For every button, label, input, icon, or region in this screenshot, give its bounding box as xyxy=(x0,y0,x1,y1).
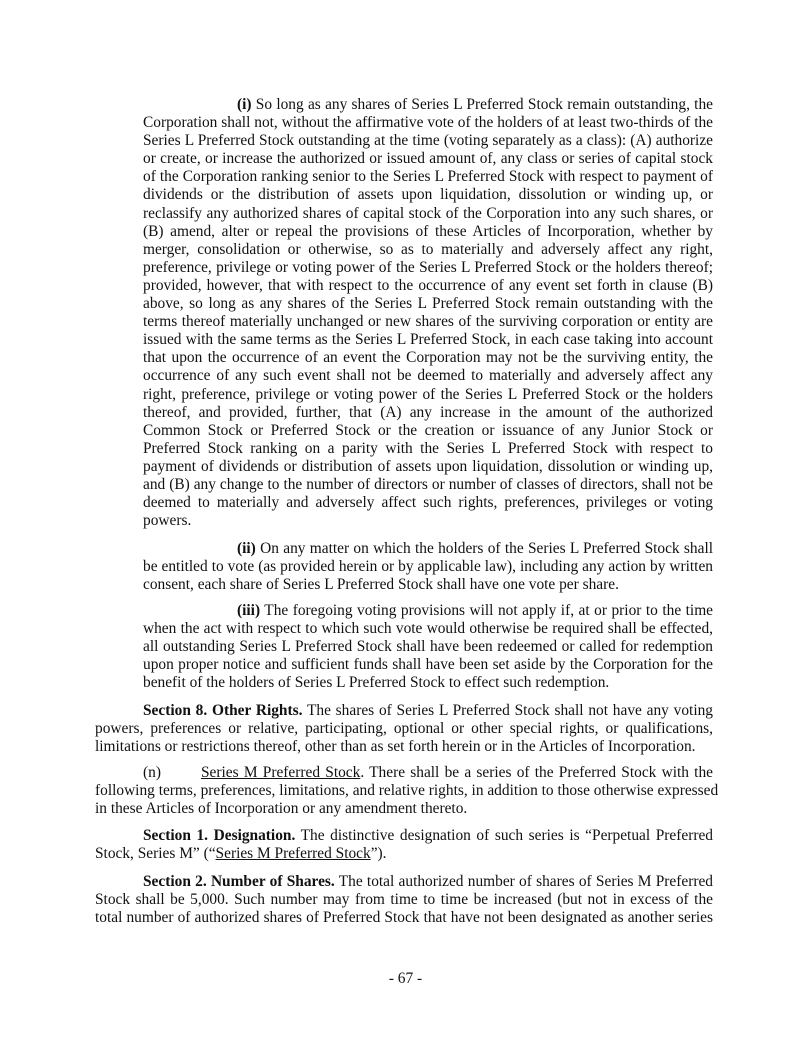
line-text: upon proper notice and sufficient funds shall have been set aside by the Corporation for the xyxy=(143,656,713,674)
line-text: dividends or the distribution of assets upon liquidation, dissolution or winding up, or xyxy=(143,186,713,204)
line-text: benefit of the holders of Series L Preferred Stock to effect such redemption. xyxy=(143,674,610,692)
page-number: - 67 - xyxy=(388,970,423,987)
line-text: deemed to materially and adversely affect such rights, preferences, privileges or voting xyxy=(143,494,713,512)
line-text: payment of dividends or distribution of assets upon liquidation, dissolution or winding up, xyxy=(143,457,713,475)
text-line xyxy=(143,96,713,114)
text-line xyxy=(143,512,713,530)
text-line xyxy=(143,186,713,204)
section-8-other-rights xyxy=(95,702,713,756)
paragraph-label: Section 2. Number of Shares. xyxy=(143,873,335,890)
line-text: Stock shall be 5,000. Such number may from time to time be increased (but not in excess of the xyxy=(95,891,713,909)
text-line xyxy=(143,168,713,186)
text-line xyxy=(143,150,713,168)
text-line xyxy=(143,602,713,620)
line-text: and (B) any change to the number of directors or number of classes of directors, shall not be xyxy=(143,475,713,493)
line-text: The total authorized number of shares of Series M Preferred xyxy=(334,873,713,890)
text-line xyxy=(143,367,713,385)
paragraph-iii xyxy=(143,602,713,692)
section-heading: Section 1. Designation. xyxy=(143,827,296,844)
text-line xyxy=(95,702,713,720)
text-line xyxy=(95,764,713,782)
text-line: ”). xyxy=(370,845,387,863)
line-text: powers, preferences or relative, participating, optional or other special rights, or qualifications, xyxy=(95,720,713,738)
text-line: Stock, Series M” (“ xyxy=(95,845,216,863)
line-text: limitations or restrictions thereof, other than as set forth herein or in the Articles of Incorporation. xyxy=(95,738,696,756)
text-line xyxy=(143,674,713,692)
line-text: provided, however, that with respect to the occurrence of any event set forth in clause (B) xyxy=(143,276,713,294)
text-line xyxy=(143,386,713,404)
paragraph-label: (i) xyxy=(237,96,252,113)
text-line xyxy=(143,331,713,349)
text-line xyxy=(143,277,713,295)
text-line xyxy=(143,638,713,656)
line-text: reclassify any authorized shares of capital stock of the Corporation into any such shares, or xyxy=(143,204,713,222)
line-text: (B) amend, alter or repeal the provisions of these Articles of Incorporation, whether by xyxy=(143,222,713,240)
text-line xyxy=(143,313,713,331)
line-text: Series L Preferred Stock outstanding at the time (voting separately as a class): (A) authorize xyxy=(143,132,713,150)
line-text: The foregoing voting provisions will not apply if, at or prior to the time xyxy=(260,602,713,619)
text-line xyxy=(143,620,713,638)
text-line: The distinctive designation of such series is “Perpetual Preferred xyxy=(295,827,713,844)
text-line xyxy=(143,656,713,674)
text-line xyxy=(143,476,713,494)
defined-term: Series M Preferred Stock xyxy=(215,845,371,863)
line-text: all outstanding Series L Preferred Stock shall have been redeemed or called for redemption xyxy=(143,638,713,656)
text-line xyxy=(95,738,713,756)
line-text: issued with the same terms as the Series L Preferred Stock, in each case taking into account xyxy=(143,331,713,349)
line-text: following terms, preferences, limitations, and relative rights, in addition to those otherwise expressed xyxy=(95,782,719,800)
line-text: right, preference, privilege or voting power of the Series L Preferred Stock or the holders xyxy=(143,385,713,403)
text-line xyxy=(95,720,713,738)
text-line xyxy=(143,404,713,422)
text-line xyxy=(143,114,713,132)
line-text: be entitled to vote (as provided herein or by applicable law), including any action by written xyxy=(143,558,713,576)
paragraph-label: (ii) xyxy=(237,540,256,557)
text-line xyxy=(143,241,713,259)
line-text: . There shall be a series of the Preferred Stock with the xyxy=(360,764,713,781)
text-line xyxy=(95,800,713,818)
text-line xyxy=(95,891,713,909)
line-text: consent, each share of Series L Preferred Stock shall have one vote per share. xyxy=(143,576,619,594)
text-line xyxy=(95,782,719,800)
line-text: powers. xyxy=(143,512,192,530)
line-text: above, so long as any shares of the Series L Preferred Stock remain outstanding with the xyxy=(143,295,713,313)
line-text: in these Articles of Incorporation or any amendment thereto. xyxy=(95,800,468,818)
text-line xyxy=(95,909,713,927)
line-text: that upon the occurrence of an event the Corporation may not be the surviving entity, the xyxy=(143,349,713,367)
text-line xyxy=(95,873,713,891)
line-text: total number of authorized shares of Preferred Stock that have not been designated as another series xyxy=(95,909,713,927)
text-line xyxy=(143,259,713,277)
paragraph-label: (iii) xyxy=(237,602,261,619)
line-text: Preferred Stock ranking on a parity with the Series L Preferred Stock with respect to xyxy=(143,439,713,457)
line-text: terms thereof materially unchanged or new shares of the surviving corporation or entity are xyxy=(143,313,713,331)
line-text: or create, or increase the authorized or issued amount of, any class or series of capital stock xyxy=(143,150,713,168)
line-text: preference, privilege or voting power of the Series L Preferred Stock or the holders thereof; xyxy=(143,258,713,276)
line-text: merger, consolidation or otherwise, so as to materially and adversely affect any right, xyxy=(143,240,713,258)
text-line xyxy=(143,458,713,476)
defined-term: Series M Preferred Stock xyxy=(201,764,361,781)
text-line xyxy=(143,205,713,223)
section-2-number-of-shares xyxy=(95,873,713,927)
paragraph-label: Section 8. Other Rights. xyxy=(143,702,303,719)
paragraph-i xyxy=(143,96,713,530)
text-line xyxy=(143,223,713,241)
line-text: when the act with respect to which such vote would otherwise be required shall be effected, xyxy=(143,620,713,638)
line-text: Corporation shall not, without the affirmative vote of the holders of at least two-thirds of the xyxy=(143,114,713,132)
line-text: thereof, and provided, further, that (A) any increase in the amount of the authorized xyxy=(143,403,713,421)
text-line xyxy=(143,440,713,458)
line-text: occurrence of any such event shall not be deemed to materially and adversely affect any xyxy=(143,367,713,385)
paragraph-ii xyxy=(143,540,713,594)
paragraph-label: (n) xyxy=(143,764,161,781)
line-text: The shares of Series L Preferred Stock shall not have any voting xyxy=(302,702,713,719)
line-text: Common Stock or Preferred Stock or the creation or issuance of any Junior Stock or xyxy=(143,421,713,439)
text-line xyxy=(143,132,713,150)
paragraph-n-series-m xyxy=(95,764,719,818)
line-text: On any matter on which the holders of the Series L Preferred Stock shall xyxy=(255,540,713,557)
section-1-designation xyxy=(95,827,713,863)
text-line xyxy=(143,576,713,594)
text-line xyxy=(143,349,713,367)
text-line xyxy=(143,422,713,440)
text-line xyxy=(143,295,713,313)
text-line xyxy=(143,540,713,558)
text-line xyxy=(143,558,713,576)
text-line xyxy=(143,494,713,512)
line-text: So long as any shares of Series L Preferred Stock remain outstanding, the xyxy=(251,96,713,113)
line-text: of the Corporation ranking senior to the Series L Preferred Stock with respect to payment of xyxy=(143,168,713,186)
